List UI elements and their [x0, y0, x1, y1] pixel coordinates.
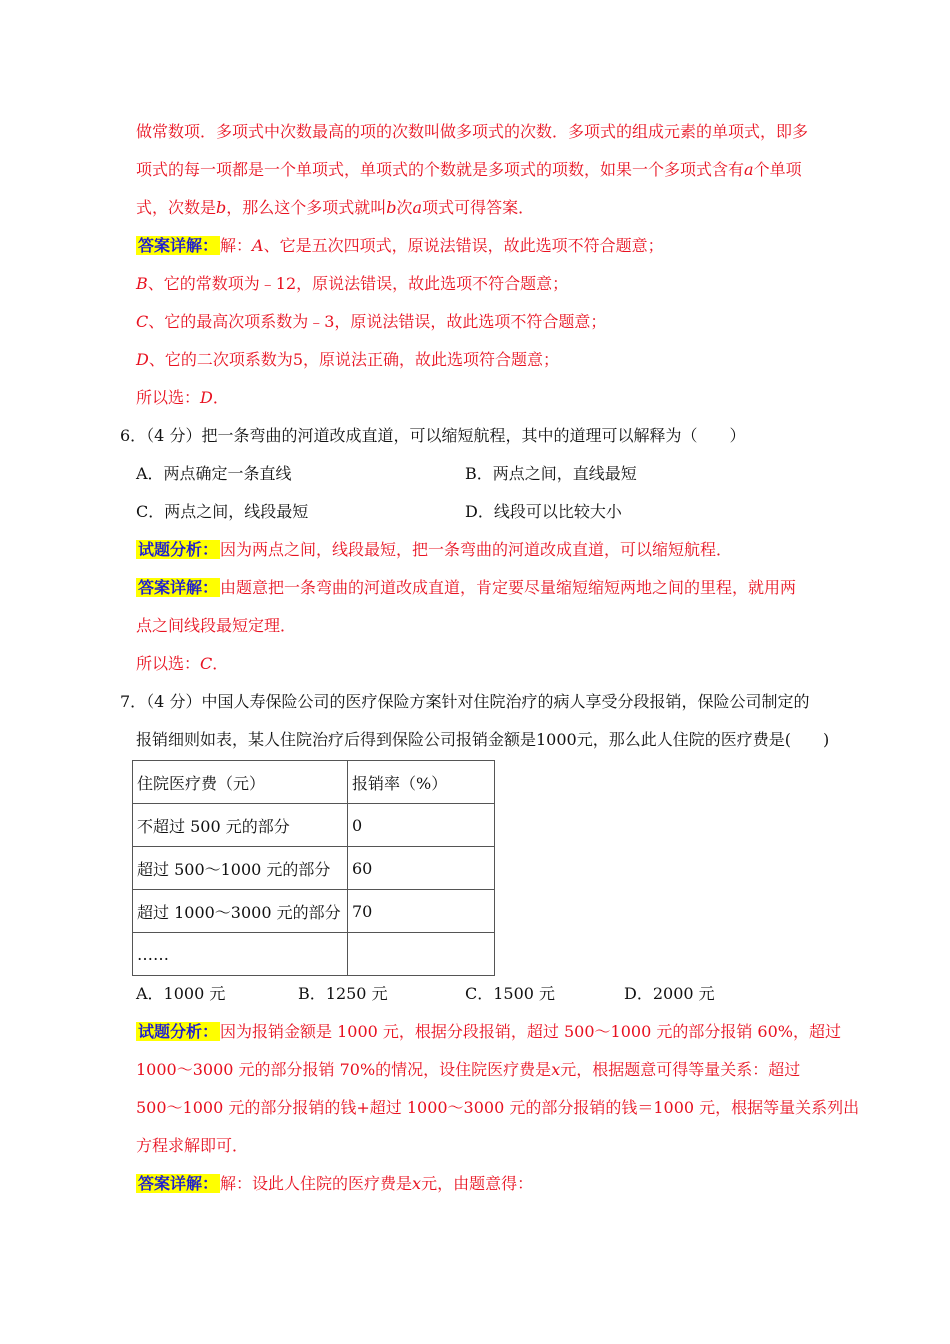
conclusion-letter: C	[200, 654, 213, 673]
variable-a: a	[412, 198, 423, 217]
q5-conclusion	[136, 386, 229, 410]
table-row	[133, 890, 495, 933]
table-cell: 60	[348, 847, 495, 890]
q7-answer-line	[136, 1172, 533, 1196]
analysis-line-2	[136, 158, 802, 182]
conclusion-end: ．	[212, 654, 229, 673]
analysis-line-3	[136, 196, 534, 220]
analysis-text: 个单项	[753, 160, 802, 179]
analysis-line-1	[136, 120, 808, 144]
q7-analysis-line-1	[136, 1020, 841, 1044]
table-row	[133, 933, 495, 976]
variable-x: x	[412, 1174, 422, 1193]
analysis-label: 试题分析：	[138, 1022, 219, 1041]
answer-prefix: 解：	[220, 236, 253, 255]
reimbursement-table	[132, 760, 495, 976]
table-cell: 超过 1000～3000 元的部分	[133, 890, 348, 933]
conclusion-letter: D	[200, 388, 213, 407]
answer-label: 答案详解：	[138, 578, 219, 597]
table-cell: 超过 500～1000 元的部分	[133, 847, 348, 890]
answer-text: 、它的常数项为﹣12，原说法错误，故此选项不符合题意；	[147, 274, 569, 293]
q6-analysis	[136, 538, 732, 562]
table-cell: ……	[133, 933, 348, 976]
analysis-text: 1000～3000 元的部分报销 70%的情况，设住院医疗费是	[136, 1060, 552, 1079]
q7-analysis-line-4: 方程求解即可．	[136, 1136, 249, 1155]
table-header-cell: 报销率（%）	[348, 761, 495, 804]
answer-text: 由题意把一条弯曲的河道改成直道，肯定要尽量缩短缩短两地之间的里程，就用两	[220, 578, 797, 597]
variable-b: b	[386, 198, 397, 217]
option-letter: B	[136, 274, 148, 293]
table-cell: 70	[348, 890, 495, 933]
answer-text: 解：设此人住院的医疗费是	[220, 1174, 413, 1193]
analysis-text: 式，次数是	[136, 198, 217, 217]
table-header-cell: 住院医疗费（元）	[133, 761, 348, 804]
conclusion-prefix: 所以选：	[136, 654, 201, 673]
table-row	[133, 847, 495, 890]
q7-option-b[interactable]: B．1250 元	[298, 984, 388, 1003]
answer-text: 、它的最高次项系数为﹣3，原说法错误，故此选项不符合题意；	[148, 312, 607, 331]
analysis-text: 次	[396, 198, 413, 217]
analysis-text: 因为两点之间，线段最短，把一条弯曲的河道改成直道，可以缩短航程．	[220, 540, 733, 559]
q6-option-a[interactable]: A．两点确定一条直线	[136, 464, 292, 483]
q5-answer-line-a	[136, 234, 664, 258]
analysis-text: 做常数项．多项式中次数最高的项的次数叫做多项式的次数．多项式的组成元素的单项式，即多	[136, 122, 809, 141]
analysis-text: 项式可得答案．	[422, 198, 535, 217]
q7-stem-line-1: 7．（4 分）中国人寿保险公司的医疗保险方案针对住院治疗的病人享受分段报销，保险公司制定的	[120, 692, 810, 711]
analysis-label: 试题分析：	[138, 540, 219, 559]
table-cell	[348, 933, 495, 976]
variable-b: b	[216, 198, 227, 217]
analysis-text: 因为报销金额是 1000 元，根据分段报销，超过 500～1000 元的部分报销 60%，超过	[220, 1022, 841, 1041]
answer-label: 答案详解：	[138, 1174, 219, 1193]
q7-option-d[interactable]: D．2000 元	[624, 984, 715, 1003]
table-cell: 0	[348, 804, 495, 847]
q6-answer-line-2: 点之间线段最短定理．	[136, 616, 297, 635]
q6-option-b[interactable]: B．两点之间，直线最短	[465, 464, 637, 483]
table-cell: 不超过 500 元的部分	[133, 804, 348, 847]
q7-option-a[interactable]: A．1000 元	[136, 984, 226, 1003]
q7-stem-line-2: 报销细则如表，某人住院治疗后得到保险公司报销金额是1000元，那么此人住院的医疗费是( )	[136, 730, 830, 749]
q6-stem: 6．（4 分）把一条弯曲的河道改成直道，可以缩短航程，其中的道理可以解释为（ ）	[120, 426, 746, 445]
q7-option-c[interactable]: C．1500 元	[465, 984, 556, 1003]
answer-text: 元，由题意得：	[421, 1174, 534, 1193]
q5-answer-line-d	[136, 348, 559, 372]
conclusion-end: ．	[212, 388, 229, 407]
q6-option-c[interactable]: C．两点之间，线段最短	[136, 502, 309, 521]
variable-a: a	[744, 160, 754, 179]
answer-text: 、它的二次项系数为5，原说法正确，故此选项符合题意；	[148, 350, 560, 369]
option-letter: C	[136, 312, 149, 331]
option-letter: D	[136, 350, 149, 369]
answer-text: 、它是五次四项式，原说法错误，故此选项不符合题意；	[263, 236, 664, 255]
q5-answer-line-c	[136, 310, 606, 334]
option-letter: A	[252, 236, 264, 255]
q7-analysis-line-3: 500～1000 元的部分报销的钱+超过 1000～3000 元的部分报销的钱＝1000 元，根据等量关系列出	[136, 1098, 860, 1117]
conclusion-prefix: 所以选：	[136, 388, 201, 407]
q6-conclusion	[136, 652, 228, 676]
analysis-text: ，那么这个多项式就叫	[226, 198, 387, 217]
q5-answer-line-b	[136, 272, 568, 296]
variable-x: x	[551, 1060, 561, 1079]
q6-option-d[interactable]: D．线段可以比较大小	[465, 502, 622, 521]
analysis-text: 项式的每一项都是一个单项式，单项式的个数就是多项式的项数，如果一个多项式含有	[136, 160, 745, 179]
q6-answer-line-1	[136, 576, 796, 600]
table-header-row	[133, 761, 495, 804]
answer-label: 答案详解：	[138, 236, 219, 255]
q7-analysis-line-2	[136, 1058, 800, 1082]
analysis-text: 元，根据题意可得等量关系：超过	[560, 1060, 801, 1079]
table-row	[133, 804, 495, 847]
